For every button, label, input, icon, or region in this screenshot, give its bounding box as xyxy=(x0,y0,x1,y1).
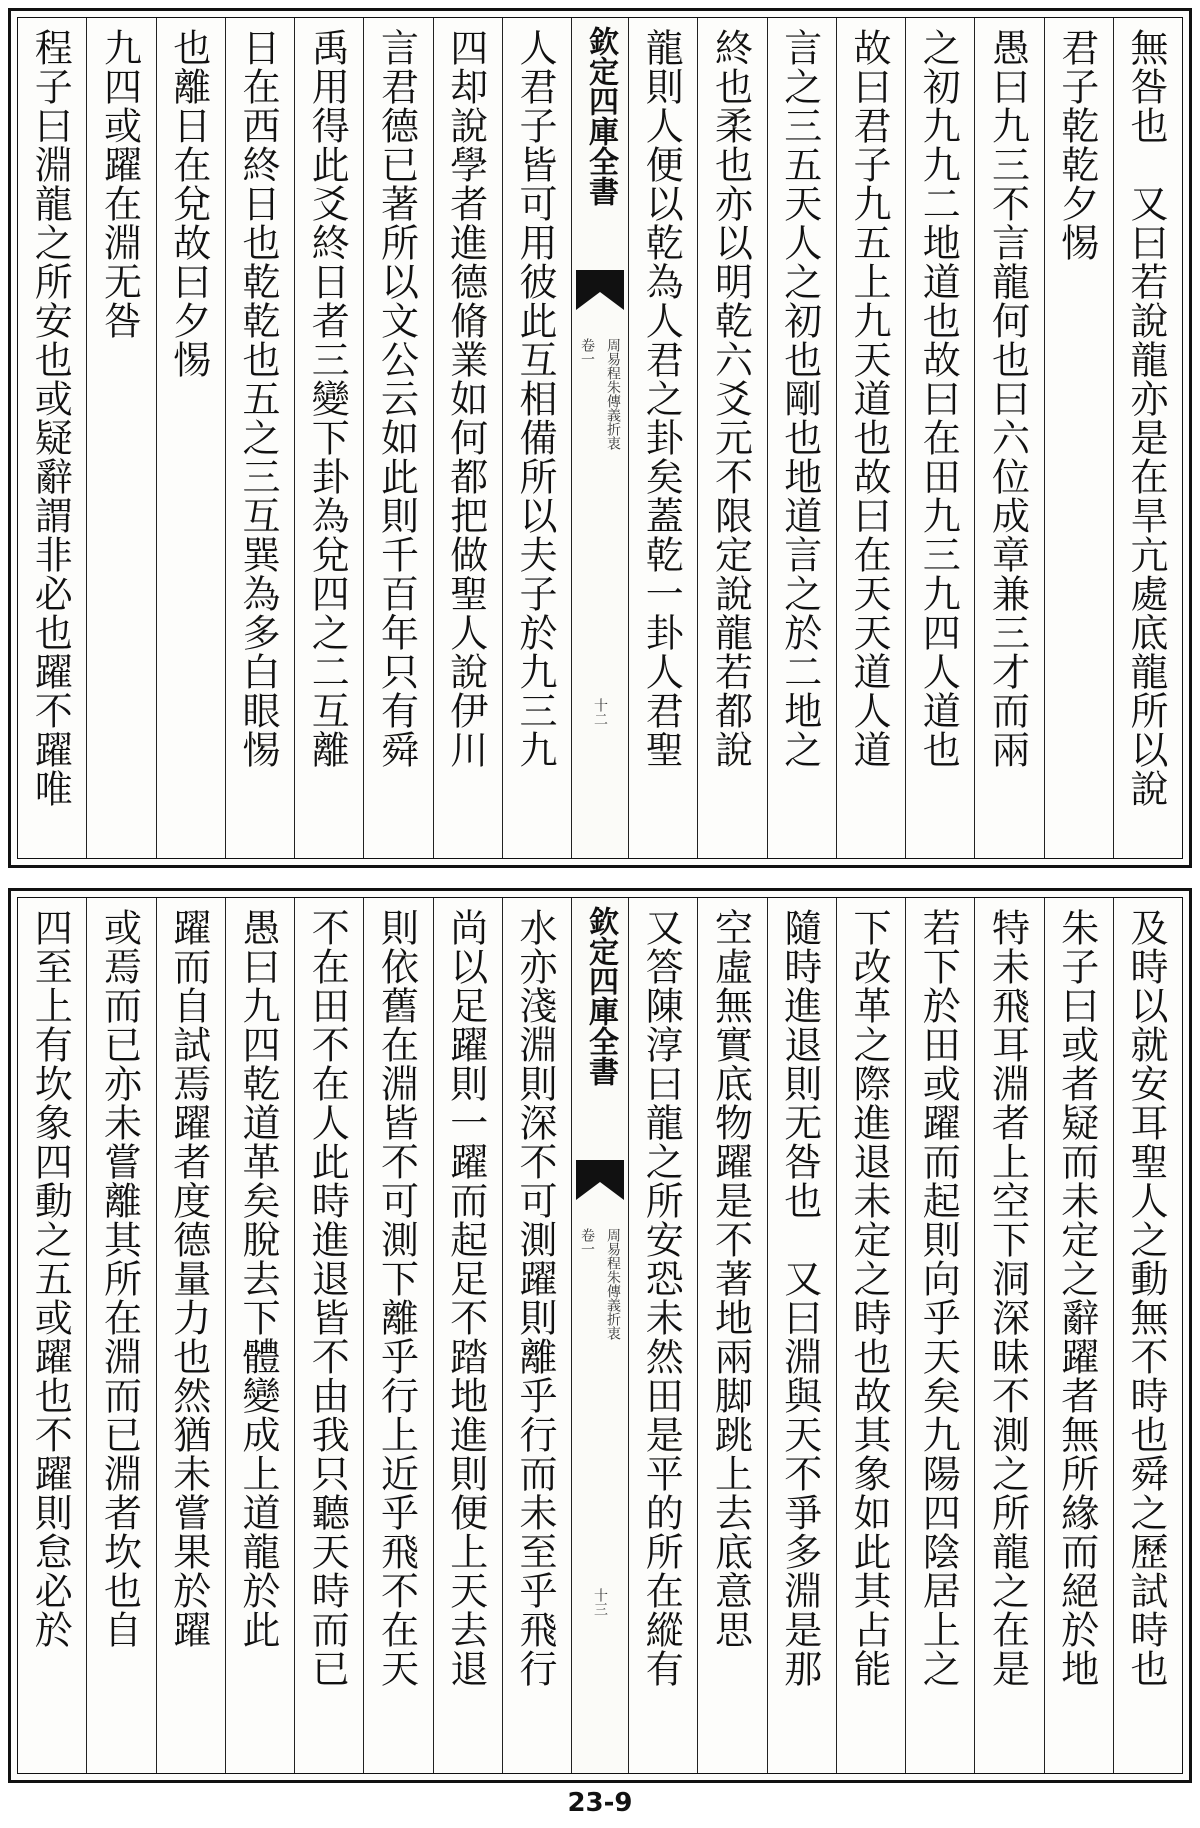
text-column: 愚曰九四乾道革矣脫去下體變成上道龍於此 xyxy=(225,898,294,1773)
fold-column xyxy=(571,898,628,1773)
book-title: 周易程朱傳義折衷 xyxy=(605,338,621,450)
text-column: 程子曰淵龍之所安也或疑辭謂非必也躍不躍唯 xyxy=(28,28,73,808)
text-column: 躍而自試焉躍者度德量力也然猶未嘗果於躍 xyxy=(156,898,225,1773)
text-column: 或焉而已亦未嘗離其所在淵而已淵者坎也自 xyxy=(86,898,155,1773)
text-column: 又答陳淳曰龍之所安恐未然田是平的所在縱有 xyxy=(628,898,697,1773)
collection-title: 欽定四庫全書 xyxy=(583,26,618,206)
text-column: 下改革之際進退未定之時也故其象如此其占能 xyxy=(836,898,905,1773)
text-column: 人君子皆可用彼此互相備所以夫子於九三九 xyxy=(502,18,571,858)
text-column: 愚曰九三不言龍何也曰六位成章兼三才而兩 xyxy=(974,18,1043,858)
text-column: 日在西終日也乾乾也五之三互巽為多白眼惕 xyxy=(225,18,294,858)
text-column: 終也柔也亦以明乾六爻元不限定說龍若都說 xyxy=(697,18,766,858)
text-column: 君子乾乾夕惕 xyxy=(1044,18,1113,858)
text-column: 朱子曰或者疑而未定之辭躍者無所緣而絕於地 xyxy=(1044,898,1113,1773)
book-title: 周易程朱傳義折衷 xyxy=(605,1228,621,1340)
text-column: 龍則人便以乾為人君之卦矣蓋乾一卦人君聖 xyxy=(628,18,697,858)
text-column: 四却說學者進德脩業如何都把做聖人說伊川 xyxy=(433,18,502,858)
text-column: 特未飛耳淵者上空下洞深昧不測之所龍之在是 xyxy=(974,898,1043,1773)
text-column: 言君德已著所以文公云如此則千百年只有舜 xyxy=(363,18,432,858)
lower-page xyxy=(8,888,1192,1783)
text-column: 之初九九二地道也故曰在田九三九四人道也 xyxy=(905,18,974,858)
text-column: 禹用得此爻終日者三變下卦為兌四之二互離 xyxy=(294,18,363,858)
leaf-number: 十二 xyxy=(592,698,608,726)
lower-page-columns xyxy=(17,897,1183,1774)
volume-label: 卷一 xyxy=(579,338,595,366)
upper-page-columns xyxy=(17,17,1183,859)
text-column: 無咎也 又曰若說龍亦是在旱亢處底龍所以說 xyxy=(1113,18,1182,858)
text-column: 若下於田或躍而起則向乎天矣九陽四陰居上之 xyxy=(905,898,974,1773)
page-number: 23-9 xyxy=(567,1788,633,1818)
text-column: 空虛無實底物躍是不著地兩脚跳上去底意思 xyxy=(697,898,766,1773)
text-column: 四至上有坎象四動之五或躍也不躍則怠必於 xyxy=(28,908,73,1649)
text-column: 九四或躍在淵无咎 xyxy=(86,18,155,858)
text-column: 也離日在兌故曰夕惕 xyxy=(156,18,225,858)
fold-column xyxy=(571,18,628,858)
text-column: 言之三五天人之初也剛也地道言之於二地之 xyxy=(767,18,836,858)
text-column: 故曰君子九五上九天道也故曰在天天道人道 xyxy=(836,18,905,858)
fishtail-mark xyxy=(576,1160,624,1200)
text-column: 尚以足躍則一躍而起足不踏地進則便上天去退 xyxy=(433,898,502,1773)
leaf-number: 十三 xyxy=(592,1588,608,1616)
fishtail-mark xyxy=(576,270,624,310)
text-column: 水亦淺淵則深不可測躍則離乎行而未至乎飛行 xyxy=(502,898,571,1773)
upper-page xyxy=(8,8,1192,868)
collection-title: 欽定四庫全書 xyxy=(583,906,618,1086)
text-column: 及時以就安耳聖人之動無不時也舜之歷試時也 xyxy=(1113,898,1182,1773)
volume-label: 卷一 xyxy=(579,1228,595,1256)
text-column: 隨時進退則无咎也 又曰淵與天不爭多淵是那 xyxy=(767,898,836,1773)
text-column: 不在田不在人此時進退皆不由我只聽天時而已 xyxy=(294,898,363,1773)
text-column: 則依舊在淵皆不可測下離乎行上近乎飛不在天 xyxy=(363,898,432,1773)
